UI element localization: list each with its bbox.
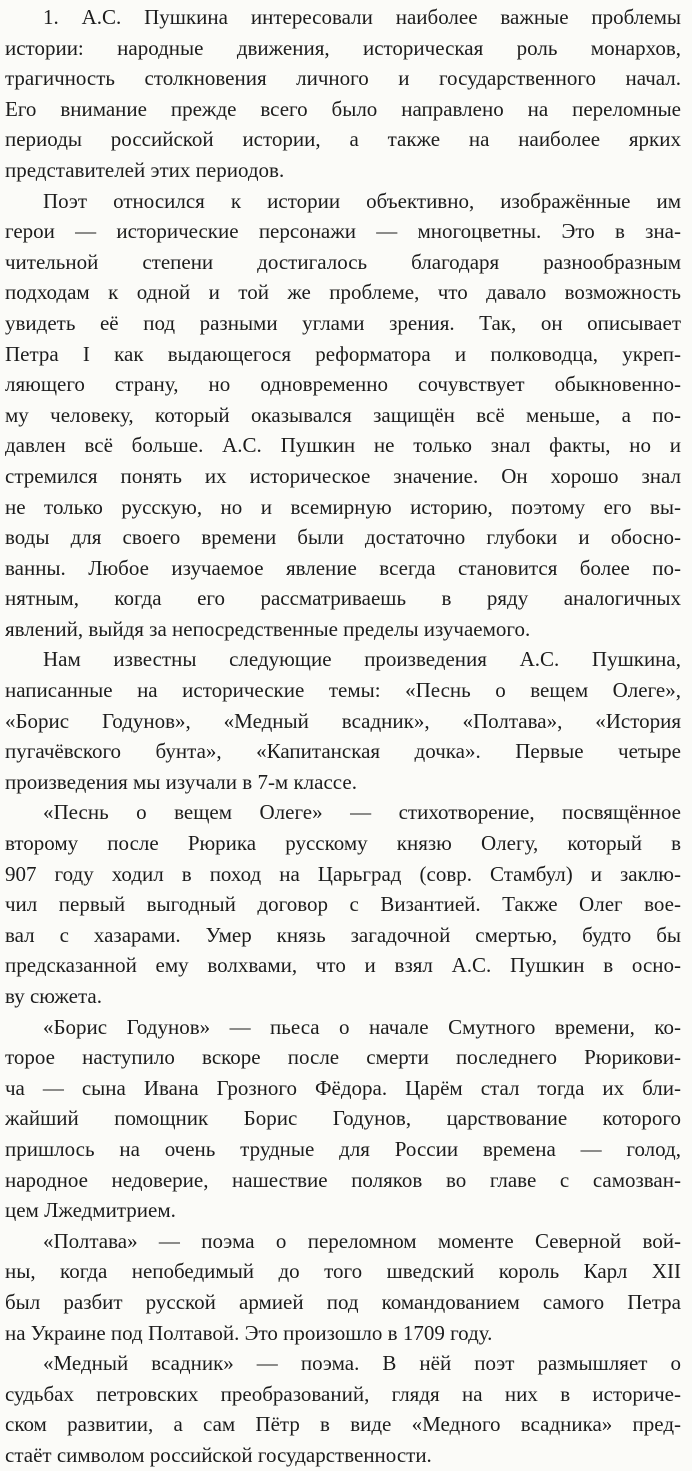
text-line: на Украине под Полтавой. Это произошло в 1709 году. xyxy=(5,1320,493,1345)
paragraph xyxy=(5,644,681,797)
text-line: судьбах петровских преобразований, глядя на них в историче- xyxy=(5,1381,681,1406)
text-line: явлений, выйдя за непосредственные пределы изучаемого. xyxy=(5,616,531,641)
text-line: «Борис Годунов» — пьеса о начале Смутного времени, ко- xyxy=(43,1014,681,1039)
text-line: подходам к одной и той же проблеме, что давало возможность xyxy=(5,280,681,305)
text-line: Петра I как выдающегося реформатора и полководца, укреп- xyxy=(5,341,681,366)
text-line: ча — сына Ивана Грозного Фёдора. Царём стал тогда их бли- xyxy=(5,1075,681,1100)
text-line: второму после Рюрика русскому князю Олегу, который в xyxy=(5,831,681,856)
text-line: увидеть её под разными углами зрения. Так, он описывает xyxy=(5,310,681,335)
text-line: чительной степени достигалось благодаря разнообразным xyxy=(5,249,681,274)
text-line: истории: народные движения, историческая роль монархов, xyxy=(5,35,681,60)
text-line: произведения мы изучали в 7-м классе. xyxy=(5,769,357,794)
paragraph xyxy=(5,1226,681,1348)
paragraph xyxy=(5,1012,681,1226)
text-line: «Полтава» — поэма о переломном моменте Северной вой- xyxy=(43,1228,681,1253)
paragraph xyxy=(5,1348,681,1470)
text-line: «Медный всадник» — поэма. В нёй поэт размышляет о xyxy=(43,1351,681,1376)
text-line: торое наступило вскоре после смерти последнего Рюрикови- xyxy=(5,1045,681,1070)
text-line: чил первый выгодный договор с Византией. Также Олег вое- xyxy=(5,892,681,917)
text-line: Его внимание прежде всего было направлено на переломные xyxy=(5,96,681,121)
text-line: написанные на исторические темы: «Песнь о вещем Олеге», xyxy=(5,678,681,703)
text-line: предсказанной ему волхвами, что и взял А.С. Пушкин в осно- xyxy=(5,953,681,978)
text-line: герои — исторические персонажи — многоцветны. Это в зна- xyxy=(5,219,681,244)
text-line: 907 году ходил в поход на Царьград (совр. Стамбул) и заклю- xyxy=(5,861,681,886)
text-line: ны, когда непобедимый до того шведский король Карл XII xyxy=(5,1259,681,1284)
text-line: трагичность столкновения личного и государственного начал. xyxy=(5,66,681,91)
text-line: «Песнь о вещем Олеге» — стихотворение, посвящённое xyxy=(43,800,681,825)
text-line: ву сюжета. xyxy=(5,984,102,1008)
text-line: цем Лжедмитрием. xyxy=(5,1198,176,1223)
text-line: пугачёвского бунта», «Капитанская дочка». Первые четыре xyxy=(5,739,681,764)
text-line: вал с хазарами. Умер князь загадочной смертью, будто бы xyxy=(5,922,681,947)
text-line: стремился понять их историческое значение. Он хорошо знал xyxy=(5,463,681,488)
text-line: ляющего страну, но одновременно сочувствует обыкновенно- xyxy=(5,372,681,397)
text-line: воды для своего времени были достаточно глубоки и обосно- xyxy=(5,525,681,550)
text-line: жайший помощник Борис Годунов, царствование которого xyxy=(5,1106,681,1131)
text-line: 1. А.С. Пушкина интересовали наиболее важные проблемы xyxy=(43,5,681,29)
paragraph xyxy=(5,186,681,645)
text-line: народное недоверие, нашествие поляков во главе с самозван- xyxy=(5,1167,681,1192)
text-line: ском развитии, а сам Пётр в виде «Медного всадника» пред- xyxy=(5,1412,681,1437)
text-line: не только русскую, но и всемирную историю, поэтому его вы- xyxy=(5,494,681,519)
text-line: пришлось на очень трудные для России времена — голод, xyxy=(5,1136,681,1161)
text-line: му человеку, который оказывался защищён всё меньше, а по- xyxy=(5,402,681,427)
text-line: давлен всё больше. А.С. Пушкин не только знал факты, но и xyxy=(5,433,681,458)
text-line: периоды российской истории, а также на наиболее ярких xyxy=(5,127,681,152)
text-line: «Борис Годунов», «Медный всадник», «Полтава», «История xyxy=(5,708,681,733)
text-line: стаёт символом российской государственности. xyxy=(5,1442,432,1467)
text-line: ванны. Любое изучаемое явление всегда становится более по- xyxy=(5,555,681,580)
text-line: был разбит русской армией под командованием самого Петра xyxy=(5,1289,681,1314)
paragraph xyxy=(5,797,681,1011)
paragraph xyxy=(5,2,681,186)
text-line: нятным, когда его рассматриваешь в ряду аналогичных xyxy=(5,586,681,611)
document-text xyxy=(5,2,681,1471)
text-line: Нам известны следующие произведения А.С. Пушкина, xyxy=(43,647,681,672)
text-line: представителей этих периодов. xyxy=(5,157,285,182)
text-line: Поэт относился к истории объективно, изображённые им xyxy=(43,188,681,213)
